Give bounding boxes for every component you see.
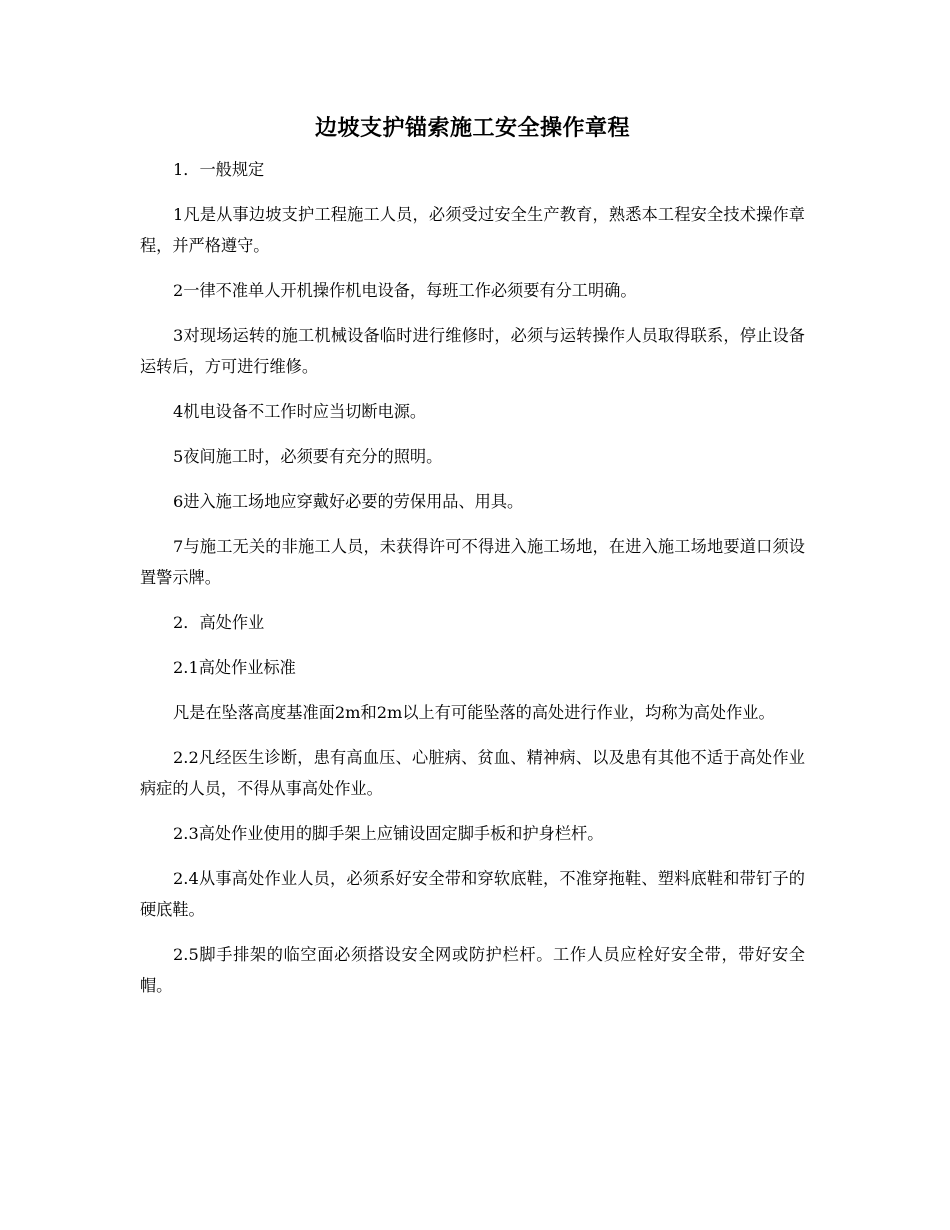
paragraph-rule-2-5: 2.5脚手排架的临空面必须搭设安全网或防护栏杆。工作人员应栓好安全带，带好安全帽。	[140, 945, 805, 995]
paragraph-rule-2-4: 2.4从事高处作业人员，必须系好安全带和穿软底鞋，不准穿拖鞋、塑料底鞋和带钉子的硬底鞋。	[140, 869, 805, 919]
paragraph-rule-5: 5夜间施工时，必须要有充分的照明。	[173, 447, 443, 466]
paragraph-rule-3: 3对现场运转的施工机械设备临时进行维修时，必须与运转操作人员取得联系，停止设备运转后，方可进行维修。	[140, 326, 805, 376]
section-heading-general: 1．一般规定	[173, 160, 265, 179]
section-heading-high-work: 2．高处作业	[173, 613, 265, 632]
document-page	[140, 110, 805, 1015]
paragraph-rule-4: 4机电设备不工作时应当切断电源。	[173, 402, 427, 421]
paragraph-rule-2-2: 2.2凡经医生诊断，患有高血压、心脏病、贫血、精神病、以及患有其他不适于高处作业病症的人员，不得从事高处作业。	[140, 748, 805, 798]
paragraph-rule-2-3: 2.3高处作业使用的脚手架上应铺设固定脚手板和护身栏杆。	[173, 824, 604, 843]
paragraph-rule-6: 6进入施工场地应穿戴好必要的劳保用品、用具。	[173, 492, 524, 511]
paragraph-rule-1: 1凡是从事边坡支护工程施工人员，必须受过安全生产教育，熟悉本工程安全技术操作章程，并严格遵守。	[140, 205, 805, 255]
document-title: 边坡支护锚索施工安全操作章程	[314, 115, 630, 141]
paragraph-high-work-definition: 凡是在坠落高度基准面2m和2m以上有可能坠落的高处进行作业，均称为高处作业。	[173, 703, 775, 722]
subsection-heading-2-1: 2.1高处作业标准	[173, 658, 296, 677]
paragraph-rule-2: 2一律不准单人开机操作机电设备，每班工作必须要有分工明确。	[173, 281, 637, 300]
paragraph-rule-7: 7与施工无关的非施工人员，未获得许可不得进入施工场地，在进入施工场地要道口须设置警示牌。	[140, 537, 805, 587]
